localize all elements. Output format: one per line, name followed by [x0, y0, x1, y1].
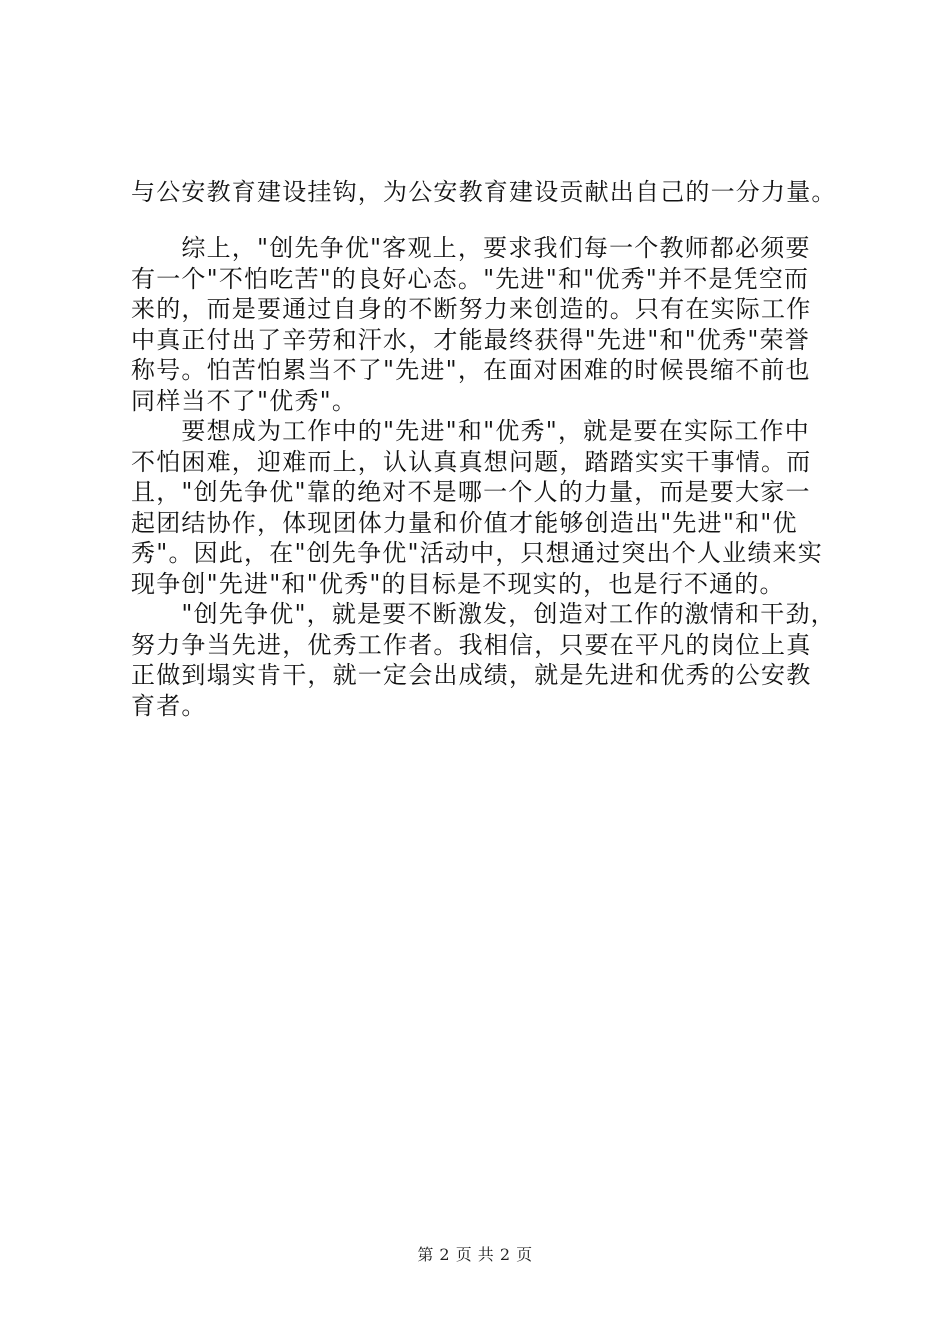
page-number-footer: 第 2 页 共 2 页 [417, 1245, 533, 1264]
body-text [131, 233, 836, 721]
text-line: 且，"创先争优"靠的绝对不是哪一个人的力量，而是要大家一 [131, 478, 811, 506]
text-line: 育者。 [131, 691, 207, 720]
text-line: 起团结协作，体现团体力量和价值才能够创造出"先进"和"优 [131, 508, 798, 537]
paragraph-teamwork [131, 416, 831, 599]
text-line: 称号。怕苦怕累当不了"先进"，在面对困难的时候畏缩不前也 [131, 356, 811, 384]
text-line: 不怕困难，迎难而上，认认真真想问题，踏踏实实干事情。而 [131, 447, 812, 476]
text-line: "创先争优"，就是要不断激发，创造对工作的激情和干劲， [131, 600, 836, 628]
text-line: 综上，"创先争优"客观上，要求我们每一个教师都必须要 [131, 234, 811, 262]
text-line: 要想成为工作中的"先进"和"优秀"，就是要在实际工作中 [131, 417, 810, 445]
text-line: 同样当不了"优秀"。 [131, 386, 358, 415]
text-line: 努力争当先进，优秀工作者。我相信，只要在平凡的岗位上真 [131, 630, 812, 659]
text-line: 与公安教育建设挂钩，为公安教育建设贡献出自己的一分力量。 [131, 178, 837, 206]
text-line: 有一个"不怕吃苦"的良好心态。"先进"和"优秀"并不是凭空而 [131, 264, 810, 293]
text-line: 秀"。因此，在"创先争优"活动中，只想通过突出个人业绩来实 [131, 539, 823, 567]
text-line: 现争创"先进"和"优秀"的目标是不现实的，也是行不通的。 [131, 569, 785, 598]
continuation-paragraph [131, 177, 837, 208]
text-line: 中真正付出了辛劳和汗水，才能最终获得"先进"和"优秀"荣誉 [131, 325, 810, 354]
paragraph-summary [131, 233, 831, 416]
text-line: 正做到塌实肯干，就一定会出成绩，就是先进和优秀的公安教 [131, 661, 812, 689]
paragraph-conclusion [131, 599, 836, 721]
text-line: 来的，而是要通过自身的不断努力来创造的。只有在实际工作 [131, 295, 812, 323]
